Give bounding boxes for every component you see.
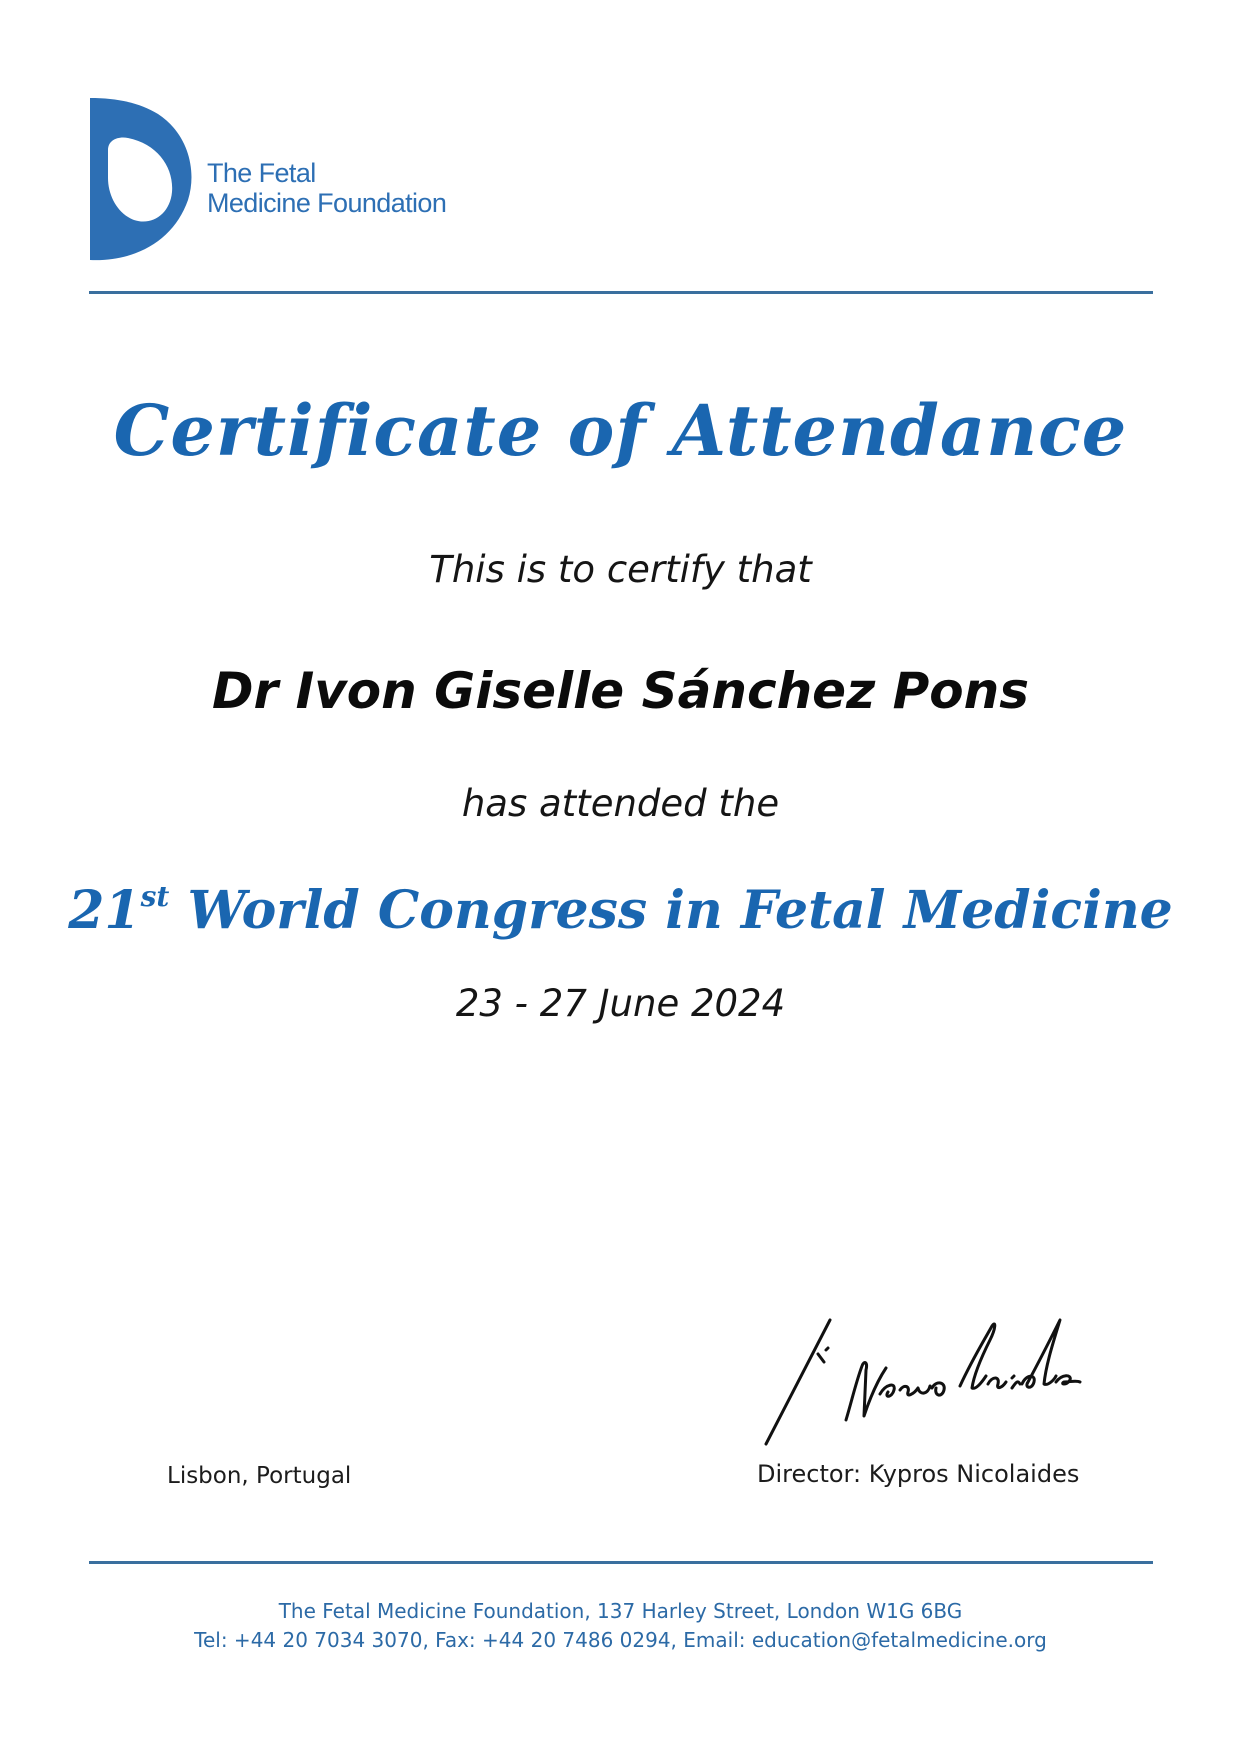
fmf-logo bbox=[88, 96, 468, 266]
logo-text-line1: The Fetal bbox=[207, 158, 316, 188]
logo-text-line2: Medicine Foundation bbox=[207, 188, 447, 218]
footer-contact: Tel: +44 20 7034 3070, Fax: +44 20 7486 0294, Email: education@fetalmedicine.org bbox=[194, 1628, 1047, 1652]
event-ordinal: st bbox=[140, 880, 170, 913]
event-title bbox=[0, 878, 1241, 944]
attended-text: has attended the bbox=[461, 782, 780, 825]
event-dates: 23 - 27 June 2024 bbox=[455, 982, 786, 1025]
certificate-title: Certificate of Attendance bbox=[113, 389, 1128, 472]
event-number: 21 bbox=[68, 880, 141, 941]
recipient-name: Dr Ivon Giselle Sánchez Pons bbox=[212, 662, 1029, 720]
director-name: Director: Kypros Nicolaides bbox=[757, 1460, 1080, 1488]
fmf-logo-icon bbox=[88, 96, 192, 262]
director-signature bbox=[760, 1290, 1090, 1450]
event-name: World Congress in Fetal Medicine bbox=[187, 880, 1173, 941]
footer-address: The Fetal Medicine Foundation, 137 Harley Street, London W1G 6BG bbox=[278, 1599, 963, 1623]
certify-text: This is to certify that bbox=[429, 548, 812, 591]
logo-wordmark bbox=[207, 158, 446, 218]
footer-divider bbox=[89, 1561, 1153, 1564]
header-divider bbox=[89, 291, 1153, 294]
event-location: Lisbon, Portugal bbox=[167, 1463, 352, 1489]
